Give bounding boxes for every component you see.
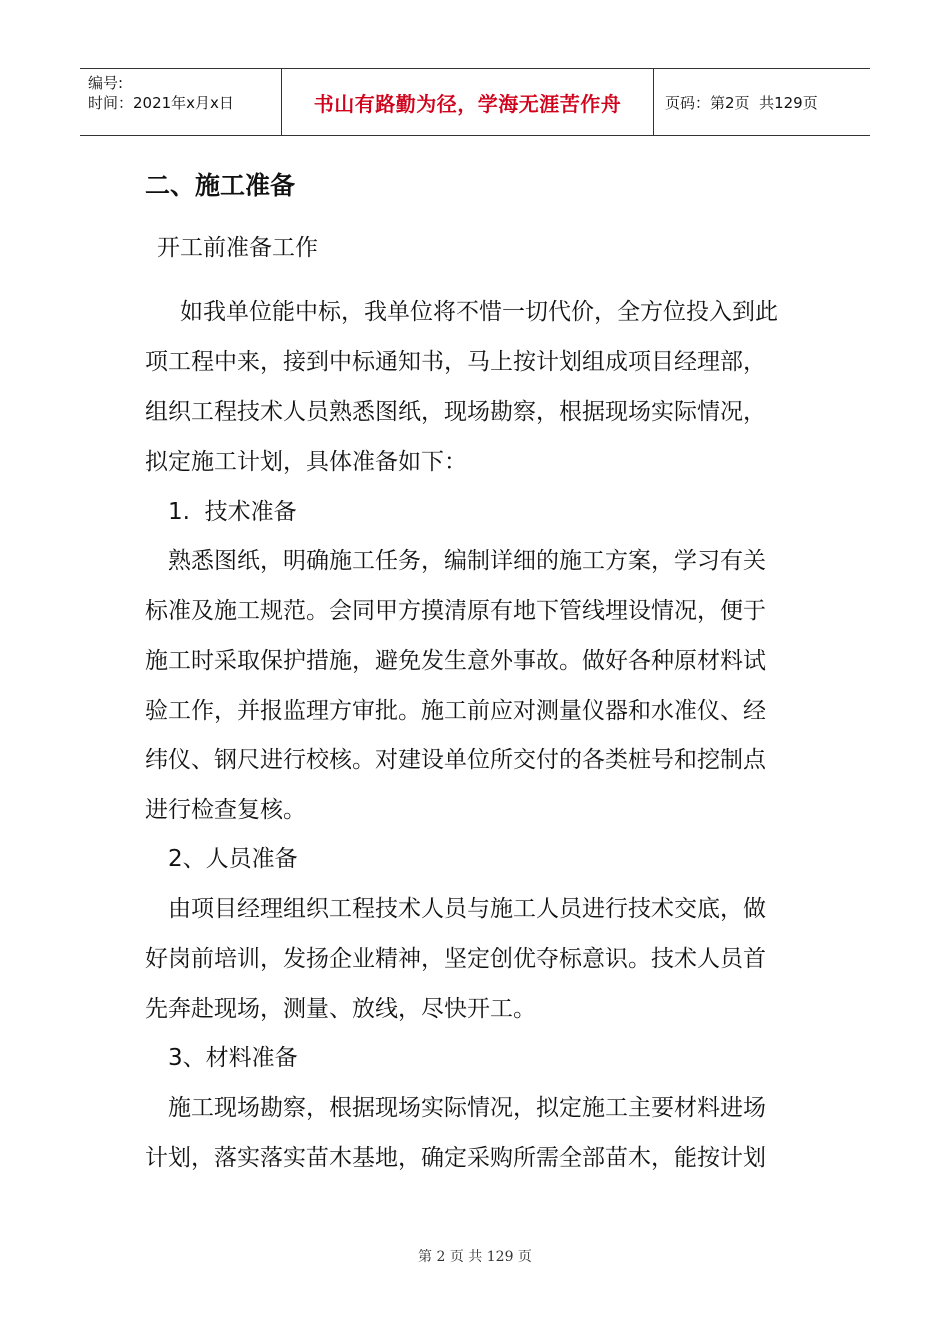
document-date-label: 时间：2021年x月x日 (88, 94, 234, 112)
section-title: 二、施工准备 (145, 171, 296, 200)
document-number-label: 编号: (88, 74, 124, 92)
paragraph-line: 项工程中来，接到中标通知书，马上按计划组成项目经理部， (145, 349, 766, 375)
paragraph-line: 验工作，并报监理方审批。施工前应对测量仪器和水准仪、经 (145, 698, 766, 724)
paragraph-line: 纬仪、钢尺进行校核。对建设单位所交付的各类桩号和挖制点 (145, 747, 766, 773)
paragraph-line: 如我单位能中标，我单位将不惜一切代价，全方位投入到此 (180, 299, 778, 325)
paragraph-line: 组织工程技术人员熟悉图纸，现场勘察，根据现场实际情况， (145, 399, 766, 425)
paragraph-line: 熟悉图纸，明确施工任务，编制详细的施工方案，学习有关 (168, 548, 766, 574)
page-footer: 第 2 页 共 129 页 (418, 1249, 532, 1265)
paragraph-line: 施工现场勘察，根据现场实际情况，拟定施工主要材料进场 (168, 1095, 766, 1121)
page-header (80, 68, 870, 136)
paragraph-line: 先奔赴现场，测量、放线，尽快开工。 (145, 996, 536, 1022)
paragraph-line: 计划，落实落实苗木基地，确定采购所需全部苗木，能按计划 (145, 1145, 766, 1171)
list-heading: 3、材料准备 (168, 1045, 298, 1071)
paragraph-line: 由项目经理组织工程技术人员与施工人员进行技术交底，做 (168, 896, 766, 922)
header-page-label: 页码：第2页 共129页 (665, 93, 818, 112)
paragraph-line: 好岗前培训，发扬企业精神，坚定创优夺标意识。技术人员首 (145, 946, 766, 972)
header-motto: 书山有路勤为径，学海无涯苦作舟 (313, 91, 622, 116)
header-page-info (665, 69, 818, 135)
header-divider (653, 69, 654, 135)
paragraph-line: 进行检查复核。 (145, 797, 306, 823)
paragraph-line: 标准及施工规范。会同甲方摸清原有地下管线埋设情况，便于 (145, 598, 766, 624)
subheading: 开工前准备工作 (157, 235, 318, 261)
header-meta (88, 73, 234, 113)
paragraph-line: 拟定施工计划，具体准备如下： (145, 449, 467, 475)
list-heading: 2、人员准备 (168, 846, 298, 872)
list-heading: 1. 技术准备 (168, 499, 297, 525)
paragraph-line: 施工时采取保护措施，避免发生意外事故。做好各种原材料试 (145, 648, 766, 674)
